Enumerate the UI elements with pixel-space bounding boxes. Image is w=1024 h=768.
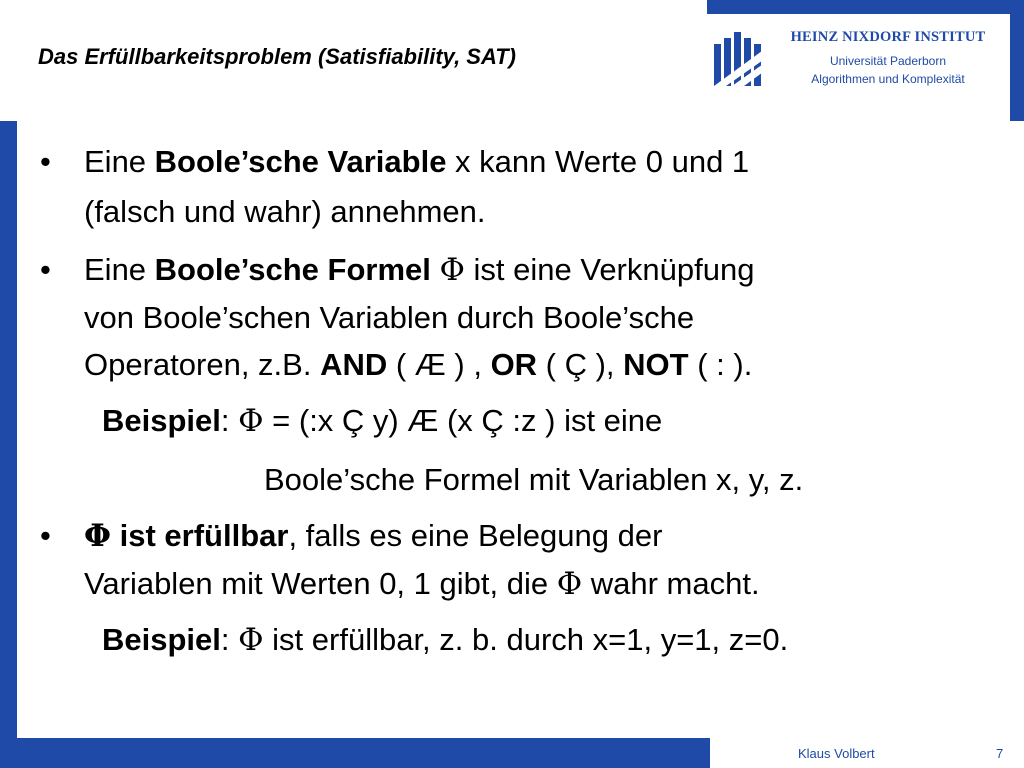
text: = (:x Ç y) Æ (x Ç :z ) ist eine (263, 403, 663, 438)
phi-symbol: Φ (238, 622, 264, 658)
university-name: Universität Paderborn (829, 54, 947, 68)
text: : (220, 403, 239, 438)
left-frame-bar (0, 121, 17, 747)
text: ( Ç ), (537, 347, 624, 382)
right-frame-bar (1010, 0, 1024, 121)
text: Eine (84, 144, 155, 179)
top-frame-bar (707, 0, 1024, 14)
department-name: Algorithmen und Komplexität (811, 72, 965, 86)
footer-author: Klaus Volbert (798, 746, 875, 761)
bullet-3-line-1 (84, 518, 662, 554)
text: ist eine Verknüpfung (464, 252, 755, 287)
bullet-2-line-3 (84, 347, 752, 383)
bullet-3-marker: • (40, 518, 51, 553)
text: ist erfüllbar, z. b. durch x=1, y=1, z=0. (263, 622, 789, 657)
operator-or: OR (490, 347, 538, 382)
text: wahr macht. (582, 566, 760, 601)
example-2-line-1 (102, 622, 788, 658)
bullet-1-line-2: (falsch und wahr) annehmen. (84, 194, 486, 229)
example-1-line-1 (102, 403, 662, 439)
bottom-frame-bar (0, 738, 710, 768)
institute-name: HEINZ NIXDORF INSTITUT (790, 29, 986, 45)
example-label: Beispiel (102, 622, 221, 657)
phi-symbol: Φ (439, 252, 465, 288)
example-1-line-2: Boole’sche Formel mit Variablen x, y, z. (264, 462, 804, 497)
hni-logo-icon (714, 28, 766, 86)
slide-title: Das Erfüllbarkeitsproblem (Satisfiability, SAT) (38, 44, 516, 69)
bullet-1-line-1 (84, 144, 749, 180)
operator-not: NOT (623, 347, 689, 382)
bullet-2-marker: • (40, 252, 51, 287)
bullet-1-marker: • (40, 144, 51, 179)
text: Eine (84, 252, 155, 287)
term-boolean-formula: Boole’sche Formel (154, 252, 440, 287)
text: , falls es eine Belegung der (288, 518, 663, 553)
bullet-2-line-2: von Boole’schen Variablen durch Boole’sche (84, 300, 695, 335)
term-boolean-variable: Boole’sche Variable (154, 144, 447, 179)
page-number: 7 (996, 746, 1004, 761)
phi-symbol: Φ (84, 518, 112, 554)
text: ( : ). (688, 347, 753, 382)
text: Variablen mit Werten 0, 1 gibt, die (84, 566, 557, 601)
bullet-3-line-2 (84, 566, 760, 602)
text: x kann Werte 0 und 1 (446, 144, 750, 179)
phi-symbol: Φ (556, 566, 583, 602)
text: ( Æ ) , (387, 347, 491, 382)
phi-symbol: Φ (238, 403, 264, 439)
example-label: Beispiel (102, 403, 221, 438)
term-satisfiable: ist erfüllbar (111, 518, 289, 553)
operator-and: AND (320, 347, 388, 382)
text: : (220, 622, 239, 657)
bullet-2-line-1 (84, 252, 754, 288)
text: Operatoren, z.B. (84, 347, 321, 382)
